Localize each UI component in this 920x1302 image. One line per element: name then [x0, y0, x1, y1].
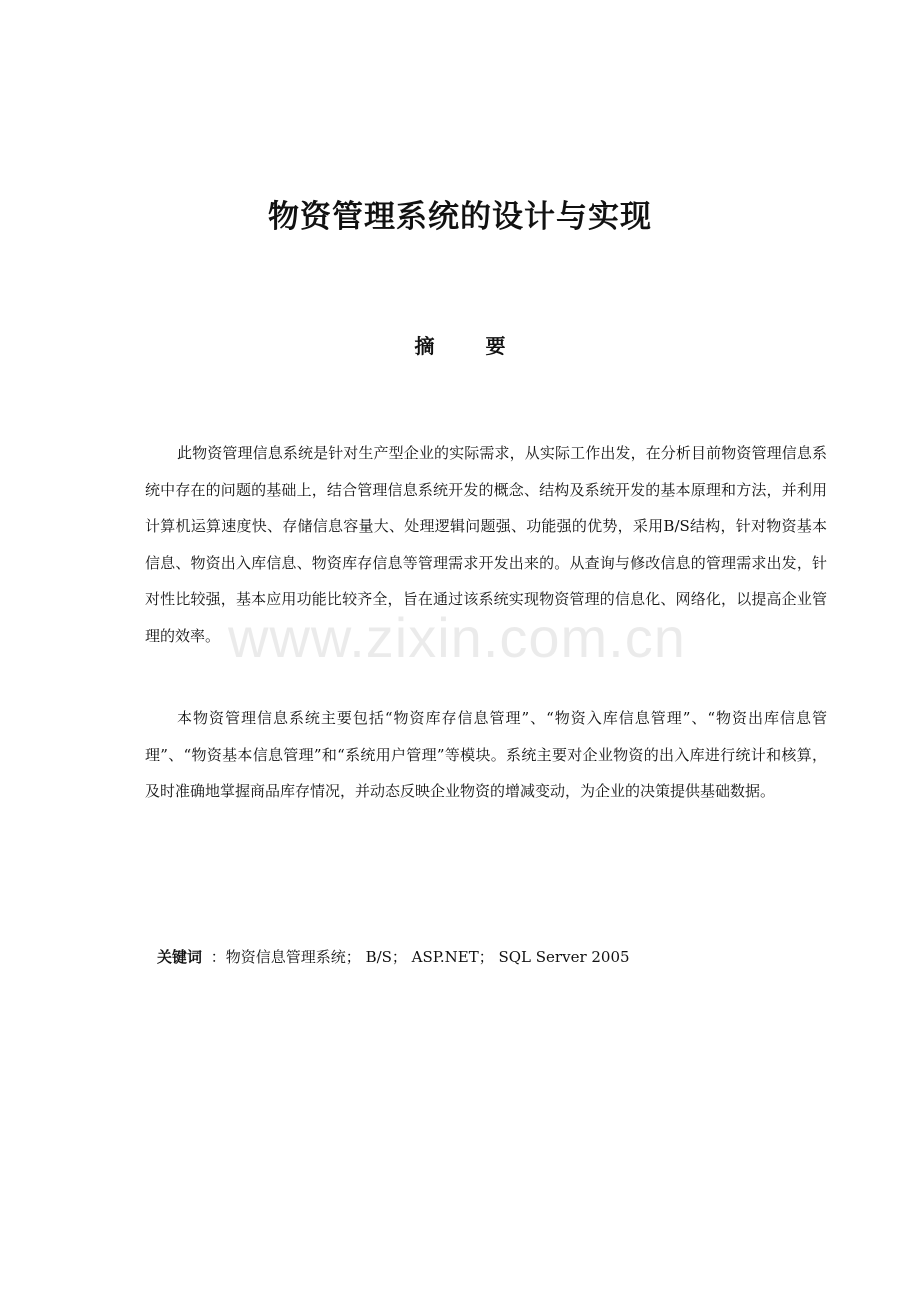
watermark: www.zixin.com.cn	[228, 606, 686, 669]
abstract-paragraph-1: 此物资管理信息系统是针对生产型企业的实际需求，从实际工作出发，在分析目前物资管理信息系统中存在的问题的基础上，结合管理信息系统开发的概念、结构及系统开发的基本原理和方法，并利用计算机运算速度快、存储信息容量大、处理逻辑问题强、功能强的优势，采用B/S结构，针对物资基本信息、物资出入库信息、物资库存信息等管理需求开发出来的。从查询与修改信息的管理需求出发，针对性比较强，基本应用功能比较齐全，旨在通过该系统实现物资管理的信息化、网络化，以提高企业管理的效率。	[145, 444, 827, 645]
keywords-label: 关键词	[157, 948, 203, 966]
keywords-line	[157, 945, 630, 969]
keywords-text: ：物资信息管理系统； B/S； ASP.NET； SQL Server 2005	[210, 948, 630, 966]
abstract-heading: 摘 要	[414, 334, 528, 358]
abstract-paragraph-2: 本物资管理信息系统主要包括“物资库存信息管理”、“物资入库信息管理”、“物资出库信息管理”、“物资基本信息管理”和“系统用户管理”等模块。系统主要对企业物资的出入库进行统计和核算，及时准确地掌握商品库存情况，并动态反映企业物资的增减变动，为企业的决策提供基础数据。	[145, 709, 827, 800]
document-title: 物资管理系统的设计与实现	[268, 198, 652, 235]
